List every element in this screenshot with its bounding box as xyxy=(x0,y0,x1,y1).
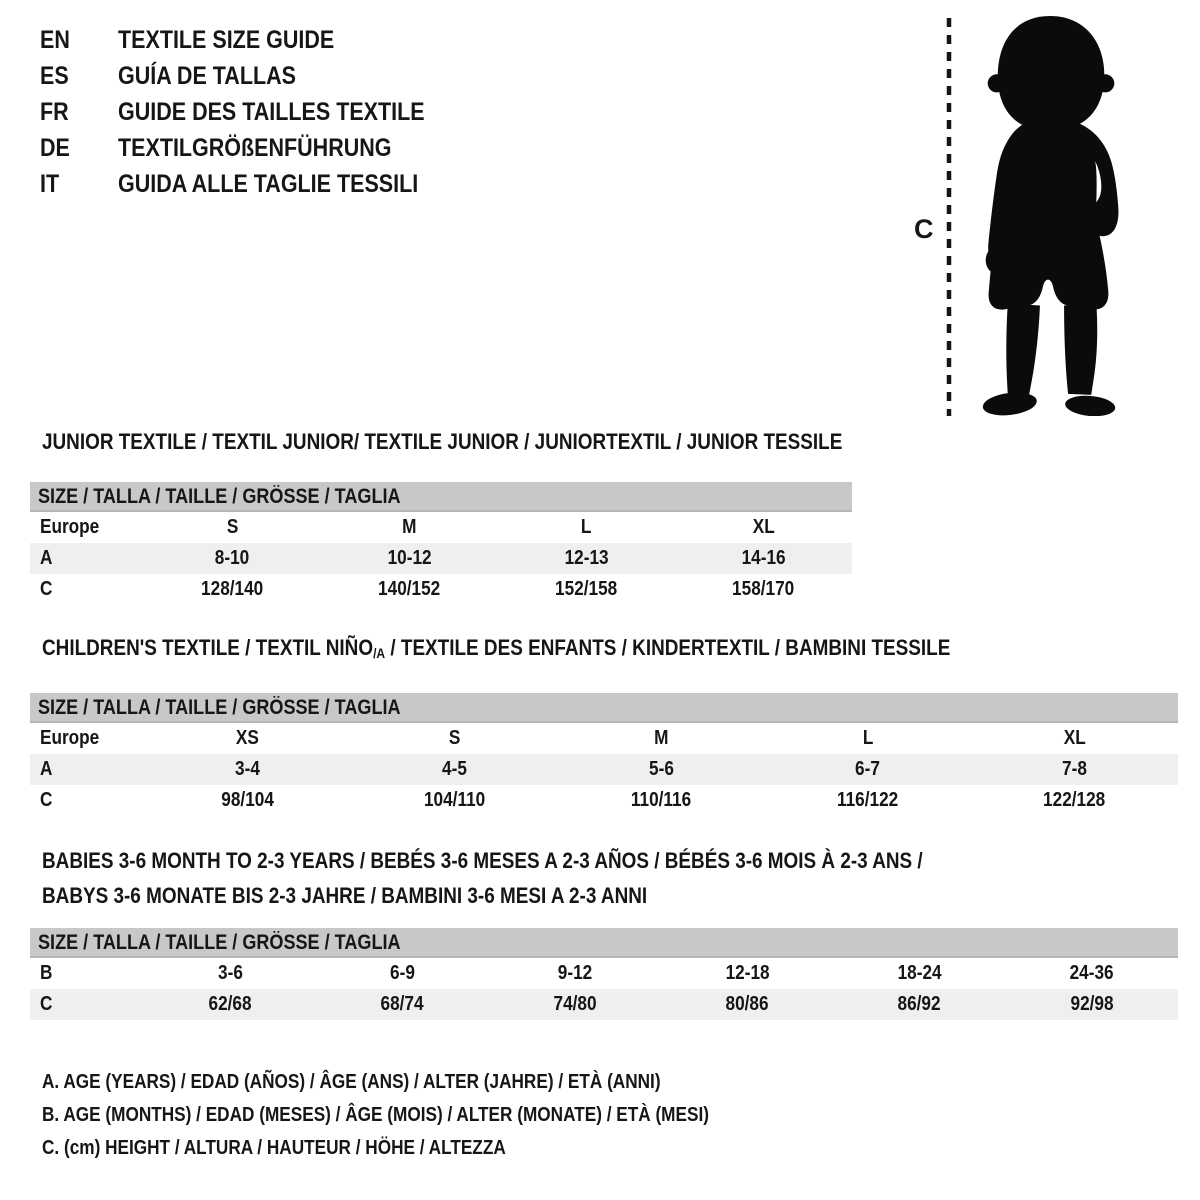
table-cell: 9-12 xyxy=(557,962,593,984)
children-size-table xyxy=(30,723,1178,816)
column-header: L xyxy=(581,516,592,538)
babies-row-c xyxy=(30,989,1178,1020)
column-header: XS xyxy=(235,727,259,749)
children-size-header-bar xyxy=(30,693,1178,723)
table-cell: 104/110 xyxy=(423,789,485,811)
table-cell: 6-9 xyxy=(390,962,415,984)
junior-row-c xyxy=(30,574,852,605)
table-cell: 68/74 xyxy=(380,993,425,1015)
column-header: XL xyxy=(752,516,775,538)
babies-size-table xyxy=(30,958,1178,1020)
babies-heading-line2: BABYS 3-6 MONATE BIS 2-3 JAHRE / BAMBINI 3-6 MESI A 2-3 ANNI xyxy=(42,883,648,908)
table-cell: 12-13 xyxy=(564,547,609,569)
junior-section-heading: JUNIOR TEXTILE / TEXTIL JUNIOR/ TEXTILE JUNIOR / JUNIORTEXTIL / JUNIOR TESSILE xyxy=(42,429,843,454)
column-header: XL xyxy=(1063,727,1086,749)
table-cell: 62/68 xyxy=(208,993,252,1015)
guide-title-fr: GUIDE DES TAILLES TEXTILE xyxy=(118,98,425,126)
language-code: EN xyxy=(40,26,70,54)
language-row-en xyxy=(40,22,475,58)
column-header: S xyxy=(448,727,460,749)
language-code: DE xyxy=(40,134,70,162)
table-cell: 128/140 xyxy=(201,578,264,600)
table-cell: 98/104 xyxy=(221,789,274,811)
babies-size-header-bar xyxy=(30,928,1178,958)
table-cell: 92/98 xyxy=(1070,993,1114,1015)
table-cell: 80/86 xyxy=(725,993,769,1015)
table-cell: 152/158 xyxy=(555,578,618,600)
column-header: M xyxy=(653,727,669,749)
guide-title-en: TEXTILE SIZE GUIDE xyxy=(118,26,335,54)
children-columns-row xyxy=(30,723,1178,754)
junior-row-a xyxy=(30,543,852,574)
table-cell: 18-24 xyxy=(897,962,942,984)
table-cell: 10-12 xyxy=(387,547,432,569)
row-label: Europe xyxy=(40,727,100,749)
row-label: Europe xyxy=(40,516,100,538)
table-cell: 74/80 xyxy=(553,993,597,1015)
children-heading-post: / TEXTILE DES ENFANTS / KINDERTEXTIL / BAMBINI TESSILE xyxy=(385,635,951,660)
row-label: C xyxy=(40,993,53,1015)
babies-heading-line1: BABIES 3-6 MONTH TO 2-3 YEARS / BEBÉS 3-6 MESES A 2-3 AÑOS / BÉBÉS 3-6 MOIS À 2-3 ANS / xyxy=(42,848,923,873)
table-cell: 24-36 xyxy=(1069,962,1114,984)
height-measure-label-c: C xyxy=(914,214,934,244)
table-cell: 8-10 xyxy=(215,547,250,569)
footnote-b: B. AGE (MONTHS) / EDAD (MESES) / ÂGE (MOIS) / ALTER (MONATE) / ETÀ (MESI) xyxy=(42,1104,709,1126)
children-size-header-label: SIZE / TALLA / TAILLE / GRÖSSE / TAGLIA xyxy=(38,696,401,719)
section-junior-textile xyxy=(30,430,852,605)
guide-title-es: GUÍA DE TALLAS xyxy=(118,62,296,90)
table-cell: 7-8 xyxy=(1062,758,1088,780)
table-cell: 122/128 xyxy=(1043,789,1106,811)
table-cell: 6-7 xyxy=(855,758,881,780)
guide-title-it: GUIDA ALLE TAGLIE TESSILI xyxy=(118,170,419,198)
row-label: C xyxy=(40,789,53,811)
table-cell: 3-4 xyxy=(234,758,260,780)
row-label: B xyxy=(40,962,53,984)
babies-section-heading xyxy=(30,843,1178,913)
row-label: C xyxy=(40,578,53,600)
guide-title-de: TEXTILGRÖßENFÜHRUNG xyxy=(118,134,392,162)
table-cell: 110/116 xyxy=(630,789,692,811)
column-header: S xyxy=(226,516,239,538)
junior-columns-row xyxy=(30,512,852,543)
table-cell: 5-6 xyxy=(648,758,674,780)
row-label: A xyxy=(40,758,53,780)
table-cell: 158/170 xyxy=(732,578,795,600)
baby-silhouette-figure xyxy=(962,14,1136,416)
children-heading-sub: /A xyxy=(373,645,386,661)
column-header: L xyxy=(862,727,874,749)
footnote-c: C. (cm) HEIGHT / ALTURA / HAUTEUR / HÖHE / ALTEZZA xyxy=(42,1137,506,1159)
footnote-a: A. AGE (YEARS) / EDAD (AÑOS) / ÂGE (ANS) / ALTER (JAHRE) / ETÀ (ANNI) xyxy=(42,1071,661,1093)
table-cell: 14-16 xyxy=(741,547,786,569)
footnote-legend xyxy=(30,1066,818,1165)
language-row-fr xyxy=(40,94,475,130)
section-childrens-textile xyxy=(30,636,1178,816)
junior-size-header-bar xyxy=(30,482,852,512)
babies-row-b xyxy=(30,958,1178,989)
language-row-de xyxy=(40,130,475,166)
language-row-es xyxy=(40,58,475,94)
children-heading-pre: CHILDREN'S TEXTILE / TEXTIL NIÑO xyxy=(42,635,374,660)
children-row-a xyxy=(30,754,1178,785)
junior-size-table xyxy=(30,512,852,605)
table-cell: 4-5 xyxy=(441,758,467,780)
language-row-it xyxy=(40,166,475,202)
height-measure-line xyxy=(946,16,952,418)
language-code: ES xyxy=(40,62,69,90)
table-cell: 86/92 xyxy=(897,993,942,1015)
children-row-c xyxy=(30,785,1178,816)
language-code: FR xyxy=(40,98,69,126)
column-header: M xyxy=(402,516,417,538)
table-cell: 140/152 xyxy=(378,578,441,600)
children-section-heading xyxy=(42,636,950,665)
language-code: IT xyxy=(40,170,60,198)
table-cell: 3-6 xyxy=(217,962,243,984)
language-title-list xyxy=(40,22,475,202)
row-label: A xyxy=(40,547,53,569)
table-cell: 116/122 xyxy=(837,789,899,811)
section-babies-textile xyxy=(30,843,1178,1020)
table-cell: 12-18 xyxy=(725,962,770,984)
junior-size-header-label: SIZE / TALLA / TAILLE / GRÖSSE / TAGLIA xyxy=(38,485,401,508)
babies-size-header-label: SIZE / TALLA / TAILLE / GRÖSSE / TAGLIA xyxy=(38,931,401,954)
